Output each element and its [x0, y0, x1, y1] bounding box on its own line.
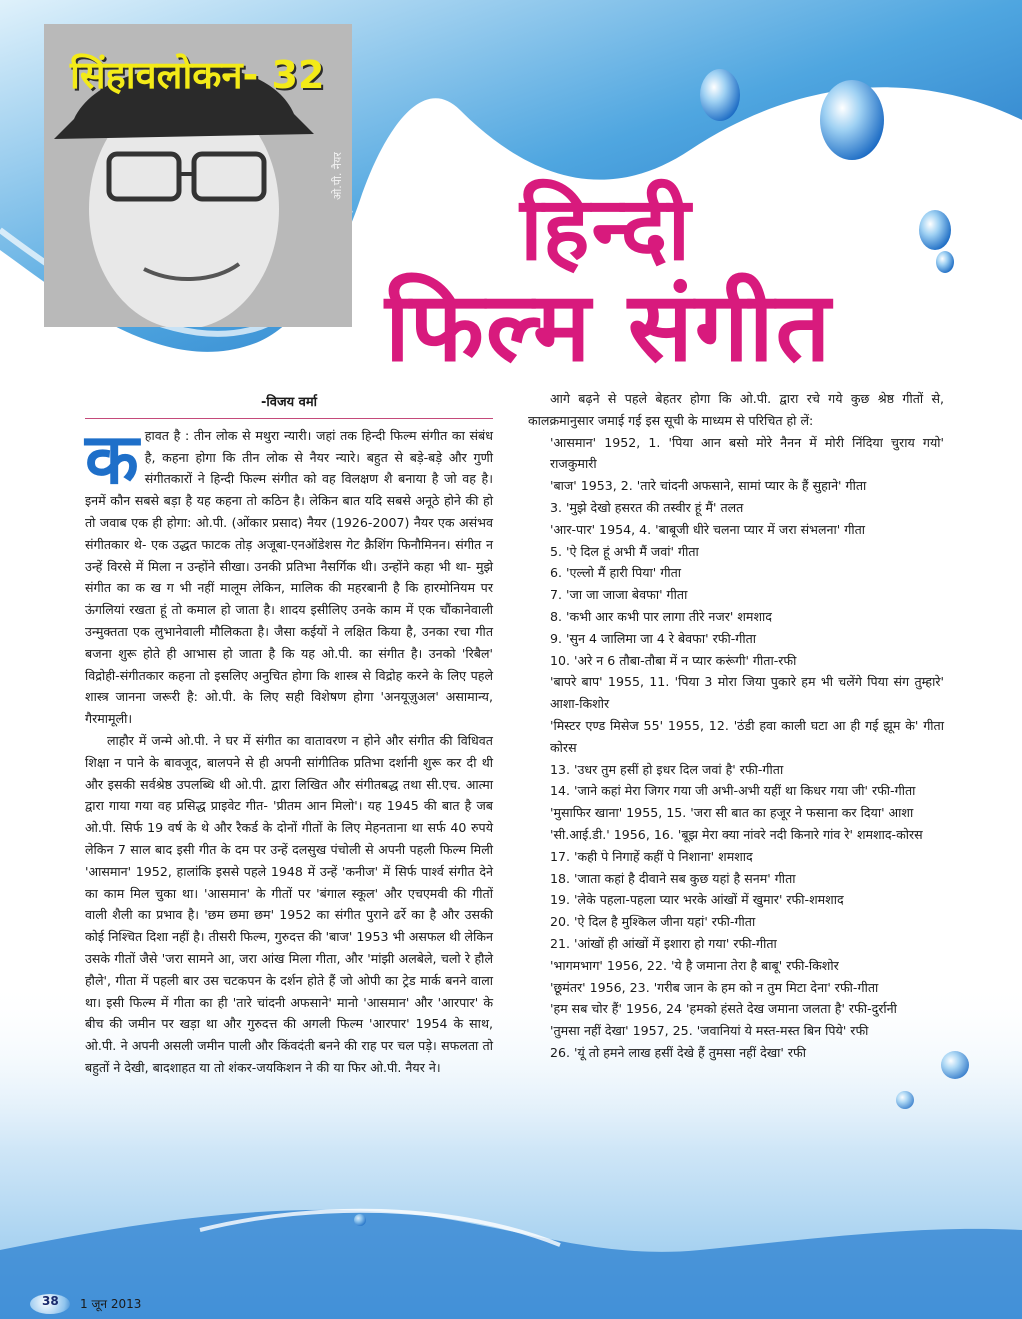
- song-list-item: 8. 'कभी आर कभी पार लागा तीरे नजर' शमशाद: [550, 608, 772, 624]
- bubble-1: [941, 1051, 969, 1079]
- song-list: [528, 432, 944, 1064]
- page-number: 38: [42, 1294, 59, 1308]
- song-list-item: 21. 'आंखों ही आंखों में इशारा हो गया' रफी-गीता: [550, 935, 777, 951]
- song-list-item: 'तुमसा नहीं देखा' 1957, 25. 'जवानियां ये मस्त-मस्त बिन पिये' रफी: [550, 1023, 869, 1039]
- byline: -विजय वर्मा: [85, 392, 493, 419]
- series-label: सिंहावलोकन- 32: [70, 53, 325, 97]
- song-list-item: 19. 'लेके पहला-पहला प्यार भरके आंखों में खुमार' रफी-शमशाद: [550, 892, 844, 908]
- photo-caption: ओ.पी. नैयर: [331, 152, 344, 200]
- song-list-item: 26. 'यूं तो हमने लाख हसीं देखे हैं तुमसा नहीं देखा' रफी: [550, 1044, 806, 1060]
- song-list-item: 17. 'कही पे निगाहें कहीं पे निशाना' शमशाद: [550, 848, 753, 864]
- song-list-item: 'मुसाफिर खाना' 1955, 15. 'जरा सी बात का हजूर ने फसाना कर दिया' आशा: [550, 805, 914, 821]
- bubble-3: [354, 1214, 366, 1226]
- song-list-item: 13. 'उधर तुम हसीं हो इधर दिल जवां है' रफी-गीता: [550, 761, 784, 777]
- song-list-item: 9. 'सुन 4 जालिमा जा 4 रे बेवफा' रफी-गीता: [550, 630, 757, 646]
- song-list-item: 'आर-पार' 1954, 4. 'बाबूजी धीरे चलना प्यार में जरा संभलना' गीता: [550, 521, 866, 537]
- page-title-line-2: फिल्म संगीत: [385, 271, 833, 383]
- song-list-item: 6. 'एल्लो मैं हारी पिया' गीता: [550, 565, 682, 581]
- song-list-item: 'भागमभाग' 1956, 22. 'ये है जमाना तेरा है बाबू' रफी-किशोर: [550, 957, 839, 973]
- page-title-line-1: हिन्दी: [520, 177, 693, 280]
- song-list-item: 'मिस्टर एण्ड मिसेज 55' 1955, 12. 'ठंडी हवा काली घटा आ ही गई झूम के' गीता कोरस: [550, 717, 944, 755]
- song-list-item: 20. 'ऐ दिल है मुश्किल जीना यहां' रफी-गीता: [550, 914, 756, 930]
- song-list-intro: आगे बढ़ने से पहले बेहतर होगा कि ओ.पी. द्वारा रचे गये कुछ श्रेष्ठ गीतों से, कालक्रमानुसार जमाई गई इस सूची के माध्यम से परिचित हो लें:: [528, 391, 944, 428]
- drop-cap: क: [85, 417, 139, 500]
- song-list-item: 'बाज' 1953, 2. 'तारे चांदनी अफसाने, सामां प्यार के हैं सुहाने' गीता: [550, 478, 867, 494]
- song-list-item: 5. 'ऐ दिल हूं अभी मैं जवां' गीता: [550, 543, 699, 559]
- article-right-column: [528, 388, 944, 1064]
- bubble-2: [896, 1091, 914, 1109]
- song-list-item: 'बापरे बाप' 1955, 11. 'पिया 3 मोरा जिया पुकारे हम भी चलेंगे पिया संग तुम्हारे' आशा-किशोर: [550, 674, 944, 712]
- water-drop-medium: [700, 69, 740, 121]
- water-drop-large: [820, 80, 884, 160]
- water-drop-tiny: [936, 251, 954, 273]
- article-paragraph: लाहौर में जन्मे ओ.पी. ने घर में संगीत का वातावरण न होने और संगीत की विधिवत शिक्षा न पाने के बावजूद, बालपने से ही अपनी सांगीतिक प्रतिभा दर्शानी शुरू कर दी थी और इसकी सर्वश्रेष्ठ उपलब्धि थी ओ.पी. द्वारा लिखित और संगीतबद्ध तथा सी.एच. आत्मा द्वारा गाया गया वह प्रसिद्ध प्राइवेट गीत- 'प्रीतम आन मिलो'। यह 1945 की बात है जब ओ.पी. सिर्फ 19 वर्ष के थे और रैकर्ड के दोनों गीतों के लिए मेहनताना था सर्फ 40 रुपये लेकिन 7 साल बाद इसी गीत के दम पर उन्हें दलसुख पंचोली से अपनी पहली फिल्म मिली 'आसमान' 1952, हालांकि इससे पहले 1948 में उन्हें 'कनीज' में सिर्फ पार्श्व संगीत देने का काम मिल चुका था। 'आसमान' के गीतों पर 'बंगाल स्कूल' और एचएमवी की गीतों वाली शैली का प्रभाव है। 'छम छमा छम' 1952 का संगीत पुराने ढर्रे का है और उसकी कोई निश्चित दिशा नहीं है। तीसरी फिल्म, गुरुदत्त की 'बाज' 1953 भी असफल थी लेकिन उसके गीतों जैसे 'जरा सामने आ, जरा आंख मिला गीता, और 'मांझी अलबेले, चलो रे हौले हौले', गीता में पहली बार उस चटकपन के दर्शन होते हैं जो ओपी का ट्रेड मार्क बनने वाला था। इसी फिल्म में गीता का ही 'तारे चांदनी अफसाने' मानो 'आसमान' और 'आरपार' के बीच की जमीन पर खड़ा था और गुरुदत्त की अगली फिल्म 'आरपार' 1954 के साथ, ओ.पी. ने अपनी असली जमीन पाली और किंवदंती बनने की राह पर चल पड़े। सफलता तो बहुतों ने देखी, बादशाहत या तो शंकर-जयकिशन ने की या फिर ओ.पी. नैयर ने।: [85, 732, 493, 1075]
- song-list-item: 3. 'मुझे देखो हसरत की तस्वीर हूं मैं' तलत: [550, 499, 744, 515]
- song-list-item: 7. 'जा जा जाजा बेवफा' गीता: [550, 587, 688, 603]
- issue-date: 1 जून 2013: [80, 1297, 142, 1311]
- article-paragraph: कहावत है : तीन लोक से मथुरा न्यारी। जहां तक हिन्दी फिल्म संगीत का संबंध है, कहना होगा कि तीन लोक से नैयर न्यारे। बहुत से बड़े-बड़े और गुणी संगीतकारों ने हिन्दी फिल्म संगीत को वह विलक्षण शै बनाया है जो वह है। इनमें कौन सबसे बड़ा है यह कहना तो कठिन है। लेकिन बात यदि सबसे अनूठे होने की हो तो जवाब एक ही होगा: ओ.पी. (ओंकार प्रसाद) नैयर (1926-2007) नैयर एक असंभव संगीतकार थे- एक उद्धत फाटक तोड़ अजूबा-एनऑडेशस गेट क्रैशिंग फिनौमिनन। संगीत न उन्हें विरसे में मिला न उन्होंने सीखा। उनकी प्रतिभा नैसर्गिक थी। उन्होंने कहा भी था- मुझे संगीत का क ख ग भी नहीं मालूम लेकिन, मालिक की महरबानी है कि हारमोनियम पर ऊंगलियां रखता हूं तो कमाल हो जाता है। शादय इसीलिए उनके काम में एक चौंकानेवाली उन्मुक्तता एक लुभानेवाली मौलिकता है। जैसा कईयों ने लक्षित किया है, उनका रचा गीत बजना शुरू होते ही आभास हो जाता है कि यह ओ.पी. का संगीत है। उनको 'रिबैल' विद्रोही-संगीतकार कहना तो इसलिए अनुचित होगा कि शास्त्र से विद्रोह करने के लिए पहले शास्त्र जानना जरूरी है: ओ.पी. के लिए सही विशेषण होगा 'अनयूज़ुअल' असामान्य, गैरमामूली।: [85, 417, 493, 727]
- song-list-item: 'हम सब चोर हैं' 1956, 24 'हमको हंसते देख जमाना जलता है' रफी-दुर्रानी: [550, 1001, 897, 1017]
- song-list-item: 18. 'जाता कहां है दीवाने सब कुछ यहां है सनम' गीता: [550, 870, 796, 886]
- song-list-item: 14. 'जाने कहां मेरा जिगर गया जी अभी-अभी यहीं था किधर गया जी' रफी-गीता: [550, 783, 916, 799]
- song-list-item: 'छूमंतर' 1956, 23. 'गरीब जान के हम को न तुम मिटा देना' रफी-गीता: [550, 979, 879, 995]
- article-left-column: [85, 392, 493, 1079]
- song-list-item: 'सी.आई.डी.' 1956, 16. 'बूझ मेरा क्या नांवरे नदी किनारे गांव रे' शमशाद-कोरस: [550, 826, 923, 842]
- water-drop-small: [919, 210, 951, 250]
- song-list-item: 'आसमान' 1952, 1. 'पिया आन बसो मोरे नैनन में मोरी निंदिया चुराय गयो' राजकुमारी: [550, 434, 944, 472]
- song-list-item: 10. 'अरे न 6 तौबा-तौबा में न प्यार करूंगी' गीता-रफी: [550, 652, 797, 668]
